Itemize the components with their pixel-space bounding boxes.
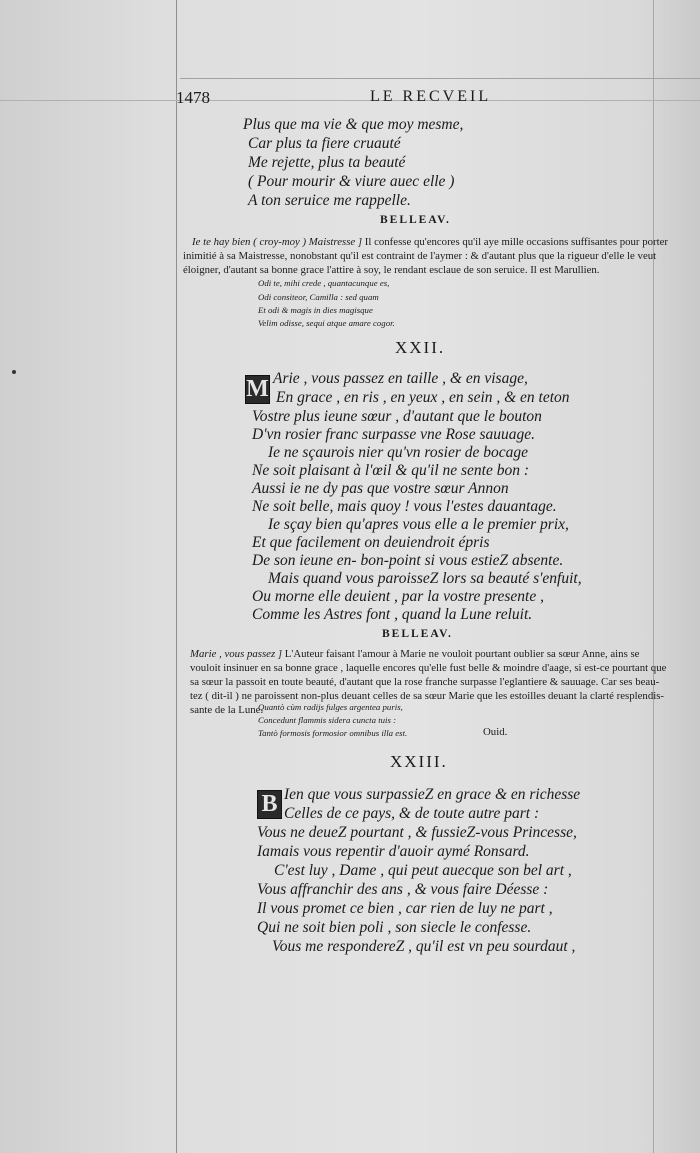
latin-quote-line: Odi consiteor, Camilla : sed quam xyxy=(258,292,379,302)
latin-quote-line: Velim odisse, sequi atque amare cogor. xyxy=(258,318,395,328)
verse-line: Ou morne elle deuient , par la vostre presente , xyxy=(252,588,544,605)
verse-line: Et que facilement on deuiendroit épris xyxy=(252,534,490,551)
verse-line: Aussi ie ne dy pas que vostre sœur Annon xyxy=(252,480,509,497)
verse-line: Ne soit plaisant à l'œil & qu'il ne sente bon : xyxy=(252,462,530,479)
commentary-line: tez ( dit-il ) ne paroissent non-plus deuant celles de sa sœur Marie que les estoilles deuant la clarté resplendis- xyxy=(190,690,665,702)
verse-line: Ie ne sçaurois nier qu'vn rosier de bocage xyxy=(268,444,529,461)
scan-rule-upper xyxy=(180,78,700,79)
sonnet-number: XXIII. xyxy=(390,752,448,771)
verse-line: Qui ne soit bien poli , son siecle le confesse. xyxy=(257,919,532,936)
commentary-lemma: Ie te hay bien ( croy-moy ) Maistresse ] xyxy=(192,236,363,248)
commentary-heading: BELLEAV. xyxy=(380,214,451,226)
verse-line: ( Pour mourir & viure auec elle ) xyxy=(248,173,455,190)
verse-line: Me rejette, plus ta beauté xyxy=(248,154,406,171)
commentary-lemma: Marie , vous passez ] xyxy=(190,648,283,660)
verse-line: Car plus ta fiere cruauté xyxy=(248,135,401,152)
running-title: LE RECVEIL xyxy=(370,88,492,105)
page-header xyxy=(176,88,506,110)
commentary-line: Ie te hay bien ( croy-moy ) Maistresse ] Il confesse qu'encores qu'il aye mille occasions suffisantes pour porter xyxy=(192,236,669,248)
commentary-line: vouloit insinuer en sa bonne grace , laquelle encores qu'elle fust belle & moindre d'aage, si est-ce pourtant que xyxy=(190,662,667,674)
latin-quote-line: Quantò cùm radijs fulges argentea puris, xyxy=(258,702,403,712)
latin-quote-line: Concedunt flammis sidera cuncta tuis : xyxy=(258,715,397,725)
verse-line: C'est luy , Dame , qui peut auecque son bel art , xyxy=(274,862,572,879)
verse-line: Ien que vous surpassieZ en grace & en richesse xyxy=(284,786,581,803)
page-speck xyxy=(12,370,16,374)
edge-rule xyxy=(653,0,654,1153)
verse-line: Comme les Astres font , quand la Lune reluit. xyxy=(252,606,533,623)
verse-line: Plus que ma vie & que moy mesme, xyxy=(243,116,464,133)
drop-cap-initial: M xyxy=(246,376,269,402)
drop-cap-initial: B xyxy=(257,790,282,819)
quote-attribution: Ouid. xyxy=(483,726,508,738)
verse-line: Ie sçay bien qu'apres vous elle a le premier prix, xyxy=(268,516,569,533)
verse-line: Celles de ce pays, & de toute autre part : xyxy=(284,805,540,822)
verse-line: En grace , en ris , en yeux , en sein , & en teton xyxy=(276,389,570,406)
commentary-line: inimitié à sa Maistresse, nonobstant qu'il est contraint de l'aymer : & d'autant plus que la rigueur d'elle le veut xyxy=(183,250,657,262)
verse-line: D'vn rosier franc surpasse vne Rose sauuage. xyxy=(252,426,535,443)
verse-line: Vous affranchir des ans , & vous faire Déesse : xyxy=(257,881,549,898)
commentary-line: Marie , vous passez ] L'Auteur faisant l'amour à Marie ne vouloit pourtant oublier sa sœur Anne, ains se xyxy=(190,648,640,660)
verse-line: Iamais vous repentir d'auoir aymé Ronsard. xyxy=(257,843,530,860)
latin-quote-line: Et odi & magis in dies magisque xyxy=(258,305,373,315)
commentary-line: sa sœur la passoit en toute beauté, d'autant que la rose franche surpasse l'eglantiere & sauuage. Car ses beau- xyxy=(190,676,660,688)
page-number: 1478 xyxy=(176,88,210,107)
verse-line: Ne soit belle, mais quoy ! vous l'estes dauantage. xyxy=(252,498,557,515)
verse-line: Vous me respondereZ , qu'il est vn peu sourdaut , xyxy=(272,938,576,955)
gutter-rule xyxy=(176,0,177,1153)
commentary-line: éloigner, d'autant sa bonne grace l'attire à soy, le rendant esclaue de son seruice. Il est Marullien. xyxy=(183,264,600,276)
verse-line: Vostre plus ieune sœur , d'autant que le bouton xyxy=(252,408,542,425)
verse-line: De son ieune en- bon-point si vous estieZ absente. xyxy=(252,552,564,569)
verse-line: Vous ne deueZ pourtant , & fussieZ-vous Princesse, xyxy=(257,824,577,841)
verse-line: A ton seruice me rappelle. xyxy=(248,192,411,209)
sonnet-number: XXII. xyxy=(395,338,446,357)
commentary-line: sante de la Lune. xyxy=(190,704,264,716)
verse-line: Arie , vous passez en taille , & en visage, xyxy=(273,370,528,387)
verse-line: Il vous promet ce bien , car rien de luy ne part , xyxy=(257,900,553,917)
latin-quote-line: Odi te, mihi crede , quantacunque es, xyxy=(258,278,390,288)
verse-line: Mais quand vous paroisseZ lors sa beauté s'enfuit, xyxy=(268,570,582,587)
commentary-heading: BELLEAV. xyxy=(382,628,453,640)
latin-quote-line: Tantò formosis formosior omnibus illa est. xyxy=(258,728,408,738)
